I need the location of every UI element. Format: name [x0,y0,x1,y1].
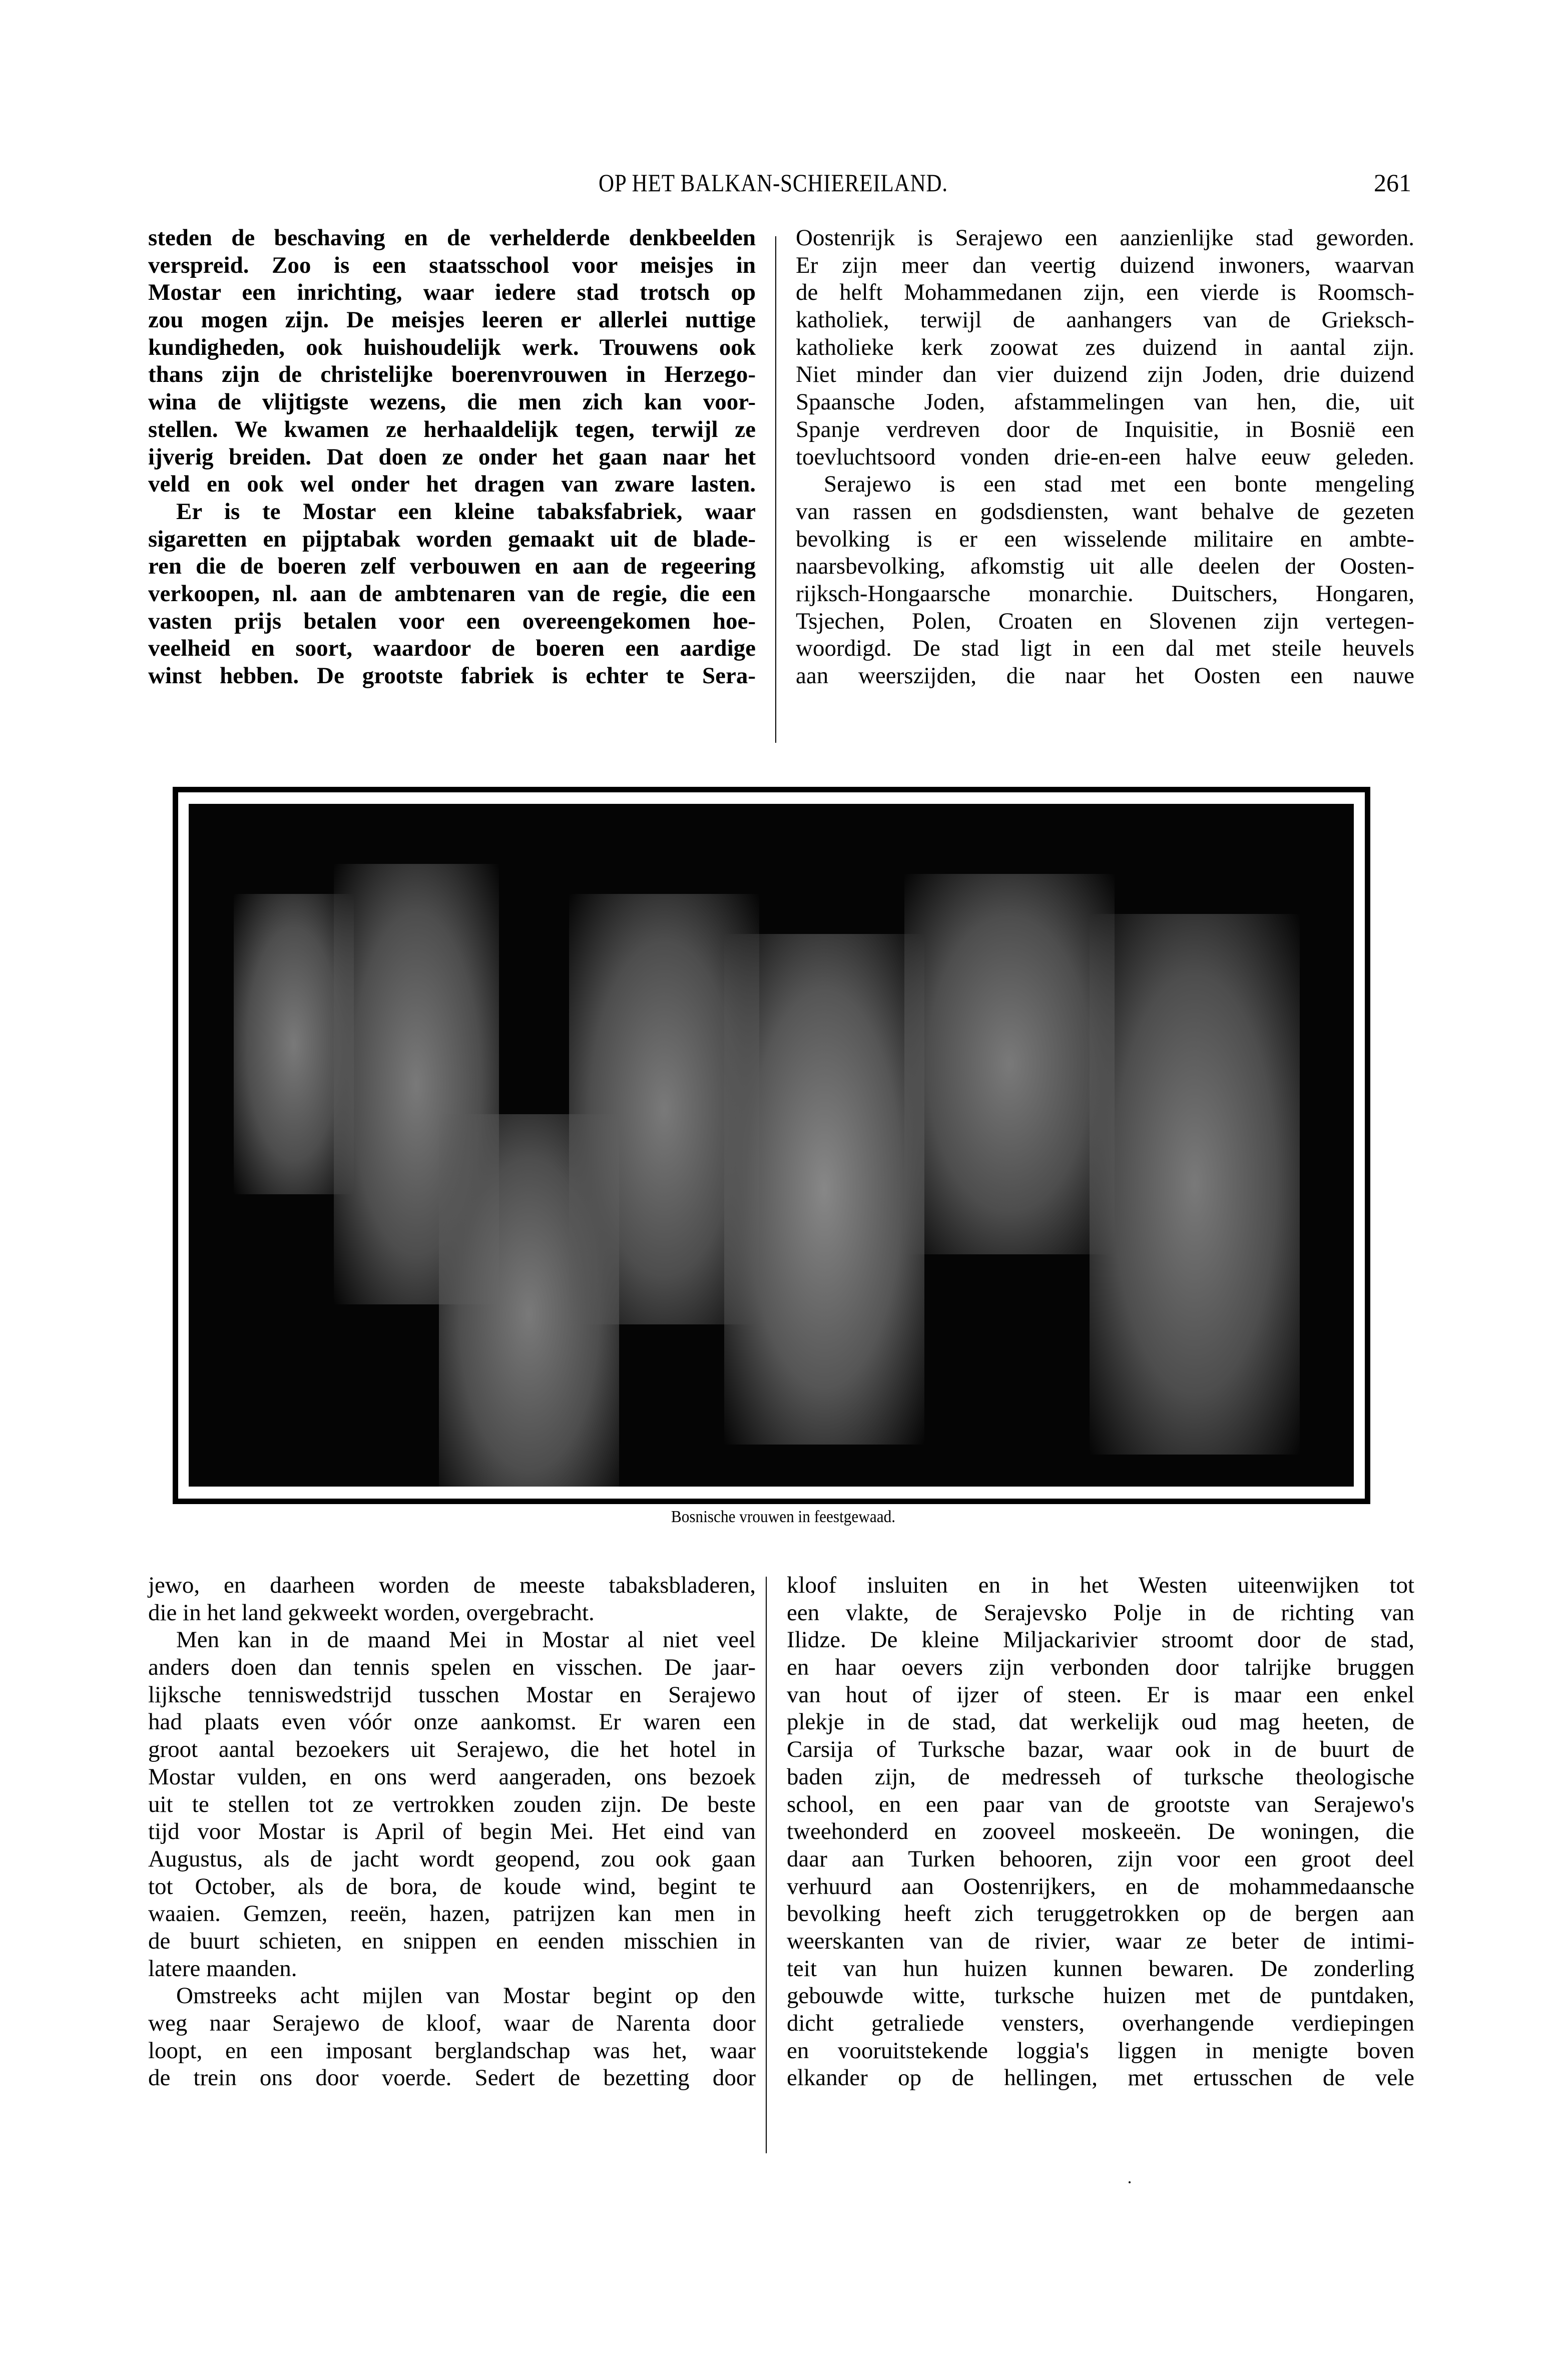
text-line: de helft Mohammedanen zijn, een vierde is Roomsch- [796,279,1414,306]
text-line: naarsbevolking, afkomstig uit alle deelen der Oosten- [796,553,1414,580]
text-line: van rassen en godsdiensten, want behalve de gezeten [796,498,1414,525]
text-line: Carsija of Turksche bazar, waar ook in de buurt de [787,1736,1414,1763]
text-line: Er zijn meer dan veertig duizend inwoners, waarvan [796,252,1414,278]
text-line: zou mogen zijn. De meisjes leeren er allerlei nuttige [148,307,756,333]
text-line: baden zijn, de medresseh of turksche theologische [787,1763,1414,1790]
text-line: Spaansche Joden, afstammelingen van hen, die, uit [796,389,1414,415]
text-line: kundigheden, ook huishoudelijk werk. Trouwens ook [148,334,756,360]
text-line: thans zijn de christelijke boerenvrouwen in Herzego- [148,361,756,388]
text-line: school, en een paar van de grootste van Serajewo's [787,1791,1414,1817]
text-line: bevolking is er een wisselende militaire en ambte- [796,526,1414,552]
text-line: verkoopen, nl. aan de ambtenaren van de regie, die een [148,580,756,607]
text-line: kloof insluiten en in het Westen uiteenwijken tot [787,1572,1414,1598]
text-line: weg naar Serajewo de kloof, waar de Narenta door [148,2010,756,2036]
text-line: en vooruitstekende loggia's liggen in menigte boven [787,2037,1414,2064]
text-line: uit te stellen tot ze vertrokken zouden zijn. De beste [148,1791,756,1817]
text-line: stellen. We kwamen ze herhaaldelijk tegen, terwijl ze [148,416,756,442]
text-line: ren die de boeren zelf verbouwen en aan de regeering [148,553,756,580]
text-line: Augustus, als de jacht wordt geopend, zou ook gaan [148,1845,756,1872]
text-line: Mostar vulden, en ons werd aangeraden, ons bezoek [148,1763,756,1790]
photograph-frame [173,787,1370,1504]
text-line: vasten prijs betalen voor een overeengekomen hoe- [148,608,756,634]
text-line: jewo, en daarheen worden de meeste tabaksbladeren, [148,1572,756,1598]
text-line: tot October, als de bora, de koude wind, begint te [148,1873,756,1900]
text-line: dicht getraliede vensters, overhangende verdiepingen [787,2010,1414,2036]
text-line: Tsjechen, Polen, Croaten en Slovenen zijn vertegen- [796,608,1414,634]
text-line: Niet minder dan vier duizend zijn Joden, drie duizend [796,361,1414,388]
text-line: weerskanten van de rivier, waar ze beter de intimi- [787,1928,1414,1954]
text-line: groot aantal bezoekers uit Serajewo, die het hotel in [148,1736,756,1763]
text-line: de buurt schieten, en snippen en eenden misschien in [148,1928,756,1954]
print-speck [1129,2181,1131,2183]
text-line: die in het land gekweekt worden, overgebracht. [148,1599,595,1626]
text-line: anders doen dan tennis spelen en visschen. De jaar- [148,1654,756,1681]
text-line: verhuurd aan Oostenrijkers, en de mohammedaansche [787,1873,1414,1900]
text-line: Er is te Mostar een kleine tabaksfabriek, waar [176,498,756,525]
figure-woman-4 [724,934,924,1445]
column-divider [766,1577,767,2153]
text-line: veld en ook wel onder het dragen van zware lasten. [148,471,756,498]
bottom-left-column [148,1572,756,2092]
text-line: Men kan in de maand Mei in Mostar al niet veel [176,1627,756,1653]
text-line: plekje in de stad, dat werkelijk oud mag heeten, de [787,1709,1414,1735]
text-line: ijverig breiden. Dat doen ze onder het gaan naar het [148,443,756,470]
text-line: steden de beschaving en de verhelderde denkbeelden [148,225,756,251]
text-line: tijd voor Mostar is April of begin Mei. Het eind van [148,1818,756,1845]
text-line: van hout of ijzer of steen. Er is maar een enkel [787,1681,1414,1708]
text-line: aan weerszijden, die naar het Oosten een nauwe [796,663,1414,689]
text-line: loopt, en een imposant berglandschap was het, waar [148,2037,756,2064]
text-line: teit van hun huizen kunnen bewaren. De zonderling [787,1955,1414,1982]
text-line: de trein ons door voerde. Sedert de bezetting door [148,2065,756,2091]
text-line: elkander op de hellingen, met ertusschen de vele [787,2065,1414,2091]
text-line: daar aan Turken behooren, zijn voor een groot deel [787,1845,1414,1872]
text-line: Serajewo is een stad met een bonte mengeling [824,471,1414,498]
text-line: rijksch-Hongaarsche monarchie. Duitschers, Hongaren, [796,580,1414,607]
text-line: tweehonderd en zooveel moskeeën. De woningen, die [787,1818,1414,1845]
figure-woman-6 [1090,914,1300,1455]
text-line: veelheid en soort, waardoor de boeren een aardige [148,635,756,662]
text-line: sigaretten en pijptabak worden gemaakt uit de blade- [148,526,756,552]
top-right-column [796,224,1414,690]
page-number: 261 [1374,169,1411,197]
text-line: wina de vlijtigste wezens, die men zich kan voor- [148,389,756,415]
text-line: verspreid. Zoo is een staatsschool voor meisjes in [148,252,756,278]
text-line: bevolking heeft zich teruggetrokken op de bergen aan [787,1901,1414,1927]
text-line: Mostar een inrichting, waar iedere stad trotsch op [148,279,756,306]
text-line: latere maanden. [148,1955,297,1982]
text-line: katholieke kerk zoowat zes duizend in aantal zijn. [796,334,1414,360]
top-left-column [148,224,756,690]
text-line: Spanje verdreven door de Inquisitie, in Bosnië een [796,416,1414,442]
text-line: toevluchtsoord vonden drie-en-een halve eeuw geleden. [796,443,1414,470]
text-line: winst hebben. De grootste fabriek is echter te Sera- [148,663,756,689]
photograph-bosnian-women [189,804,1354,1487]
text-line: had plaats even vóór onze aankomst. Er waren een [148,1709,756,1735]
bottom-right-column [787,1572,1414,2092]
column-divider [775,236,776,743]
text-line: lijksche tenniswedstrijd tusschen Mostar en Serajewo [148,1681,756,1708]
text-line: een vlakte, de Serajevsko Polje in de richting van [787,1599,1414,1626]
figure-woman-5 [904,874,1115,1254]
figure-caption: Bosnische vrouwen in feestgewaad. [671,1508,896,1526]
text-line: Oostenrijk is Serajewo een aanzienlijke stad geworden. [796,225,1414,251]
text-line: Omstreeks acht mijlen van Mostar begint op den [176,1983,756,2009]
text-line: waaien. Gemzen, reeën, hazen, patrijzen kan men in [148,1901,756,1927]
text-line: katholiek, terwijl de aanhangers van de Grieksch- [796,307,1414,333]
text-line: en haar oevers zijn verbonden door talrijke bruggen [787,1654,1414,1681]
text-line: woordigd. De stad ligt in een dal met steile heuvels [796,635,1414,662]
text-line: Ilidze. De kleine Miljackarivier stroomt door de stad, [787,1627,1414,1653]
text-line: gebouwde witte, turksche huizen met de puntdaken, [787,1983,1414,2009]
running-title: OP HET BALKAN-SCHIEREILAND. [598,169,948,197]
